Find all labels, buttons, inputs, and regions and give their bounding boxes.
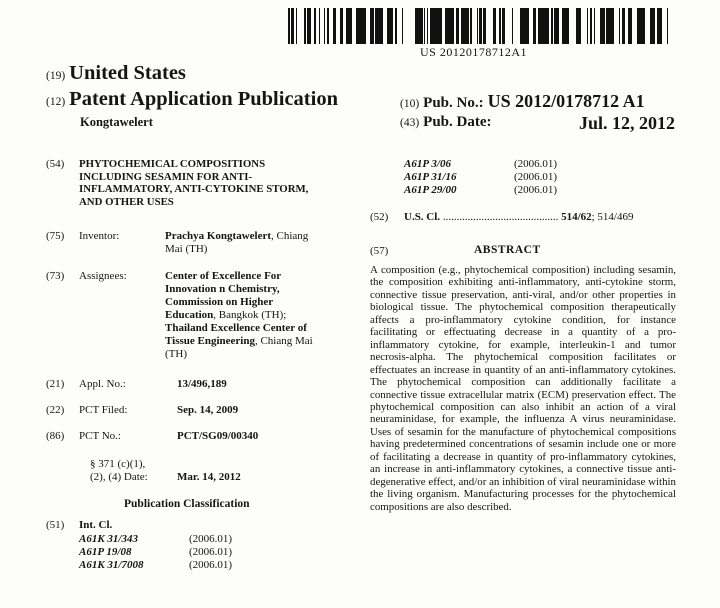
- barcode-number: US 20120178712A1: [420, 45, 528, 59]
- assignee-line-4-loc: , Bangkok (TH);: [213, 309, 287, 321]
- inventor-loc-1: , Chiang: [271, 230, 309, 242]
- pct-no-value: PCT/SG09/00340: [177, 430, 259, 442]
- intcl-row-year: (2006.01): [189, 559, 233, 571]
- uscl-label: U.S. Cl.: [404, 211, 441, 223]
- cls-row: [404, 158, 604, 171]
- pub-class-title: Publication Classification: [124, 498, 250, 510]
- pub-date-line: [400, 113, 675, 131]
- abstract-code: (57): [370, 245, 389, 257]
- inventor-name: Prachya Kongtawelert: [165, 230, 271, 242]
- intcl-code: (51): [46, 519, 65, 531]
- abstract-title: ABSTRACT: [474, 244, 541, 256]
- intcl-row-year: (2006.01): [189, 533, 233, 545]
- inventor-loc-2: Mai (TH): [165, 243, 208, 255]
- intcl-row-year: (2006.01): [189, 546, 233, 558]
- appl-code: (21): [46, 378, 65, 390]
- assignee-line-6: Tissue Engineering: [165, 335, 255, 347]
- cls-row-year: (2006.01): [514, 184, 558, 196]
- appl-label: Appl. No.:: [79, 378, 126, 390]
- pct-filed-label: PCT Filed:: [79, 404, 128, 416]
- code-19: (19): [46, 70, 66, 82]
- uscl-value-rest: ; 514/469: [591, 211, 634, 223]
- cls-row-code: A61P 3/06: [404, 158, 451, 170]
- barcode-image: [288, 8, 670, 44]
- uscl-code: (52): [370, 211, 389, 223]
- assignee-line-4: Education: [165, 309, 214, 321]
- title-code: (54): [46, 158, 65, 170]
- assignee-label: Assignees:: [79, 270, 127, 282]
- intcl-row-code: A61K 31/7008: [79, 559, 144, 571]
- code-43: (43): [400, 117, 420, 129]
- intcl-row-code: A61K 31/343: [79, 533, 138, 545]
- pct-no-code: (86): [46, 430, 65, 442]
- cls-row-code: A61P 31/16: [404, 171, 457, 183]
- intcl-row: [79, 546, 279, 559]
- intcl-label: Int. Cl.: [79, 519, 113, 531]
- abstract-text: A composition (e.g., phytochemical composition) including sesamin, the composition exhibiting anti-inflammatory, anti-cytokine storm, connective tissue preservation, anti-viral, and/or other properties in biological tissue. The phytochemical composition therapeutically affects a pro-inflammatory cytokine condition, for instance facilitating or effectuating decrease in a quantity of a pro-inflammatory cytokine, for example, interleukin-1 and tumor necrosis-alpha. The phytochemical composition facilitates or effectuates an increase in quantity of an anti-inflammatory cytokines. The phytochemical composition can additionally facilitate a connective tissue extracellular matrix (ECM) preservation effect. The phytochemical composition can also inhibit an action of a viral neuraminidase, for example, the influenza A virus neuraminidase. Uses of sesamin for the manufacture of phytochemical compositions having predetermined concentrations of sesamin include one or more of facilitating a decrease in quantity of pro-inflammatory cytokines, an increase in anti-inflammatory cytokines, a connective tissue anti-degenerative effect, and/or an inhibition of viral neuraminidase within the living organism. Manufacturing processes for the phytochemical compositions are also described.: [370, 264, 676, 513]
- cls-row-year: (2006.01): [514, 171, 558, 183]
- code-12: (12): [46, 96, 66, 108]
- country: United States: [69, 62, 186, 84]
- inventor-short: Kongtawelert: [80, 115, 153, 129]
- pub-date-label: Pub. Date:: [423, 114, 492, 130]
- pub-no-value: US 2012/0178712 A1: [487, 91, 645, 111]
- s371-line-2: (2), (4) Date:: [90, 471, 148, 483]
- inventor-code: (75): [46, 230, 65, 242]
- intcl-row: [79, 533, 279, 546]
- pct-filed-code: (22): [46, 404, 65, 416]
- assignee-line-2: Innovation n Chemistry,: [165, 283, 280, 295]
- assignee-code: (73): [46, 270, 65, 282]
- pub-no-line: [400, 91, 645, 112]
- uscl-value-bold: 514/62: [561, 211, 592, 223]
- doc-type-line: [46, 88, 338, 111]
- pct-filed-value: Sep. 14, 2009: [177, 404, 239, 416]
- cls-row-year: (2006.01): [514, 158, 558, 170]
- s371-label: [90, 458, 148, 484]
- cls-row: [404, 184, 604, 197]
- pub-no-label: Pub. No.:: [423, 95, 484, 111]
- uscl-line: [404, 211, 678, 224]
- intcl-row: [79, 559, 279, 572]
- intcl-row-code: A61P 19/08: [79, 546, 132, 558]
- country-line: [46, 62, 186, 85]
- doc-type: Patent Application Publication: [69, 88, 338, 110]
- pub-date-value: Jul. 12, 2012: [578, 113, 675, 133]
- cls-row: [404, 171, 604, 184]
- s371-line-1: § 371 (c)(1),: [90, 458, 146, 470]
- inventor-label: Inventor:: [79, 230, 120, 242]
- assignee-line-3: Commission on Higher: [165, 296, 274, 308]
- assignee-line-7: (TH): [165, 348, 187, 360]
- pct-no-label: PCT No.:: [79, 430, 121, 442]
- patent-title: PHYTOCHEMICAL COMPOSITIONS INCLUDING SESAMIN FOR ANTI-INFLAMMATORY, ANTI-CYTOKINE STORM, AND OTHER USES: [79, 158, 309, 208]
- assignee-value: [165, 270, 350, 361]
- right-cls-list: [404, 158, 604, 197]
- intcl-list: [79, 533, 279, 572]
- assignee-line-6-loc: , Chiang Mai: [254, 335, 313, 347]
- code-10: (10): [400, 98, 420, 110]
- cls-row-code: A61P 29/00: [404, 184, 457, 196]
- uscl-dots: ..........................................: [442, 211, 559, 223]
- inventor-value: [165, 230, 350, 256]
- assignee-line-1: Center of Excellence For: [165, 270, 282, 282]
- appl-value: 13/496,189: [177, 378, 227, 390]
- assignee-line-5: Thailand Excellence Center of: [165, 322, 307, 334]
- s371-value: Mar. 14, 2012: [177, 471, 241, 483]
